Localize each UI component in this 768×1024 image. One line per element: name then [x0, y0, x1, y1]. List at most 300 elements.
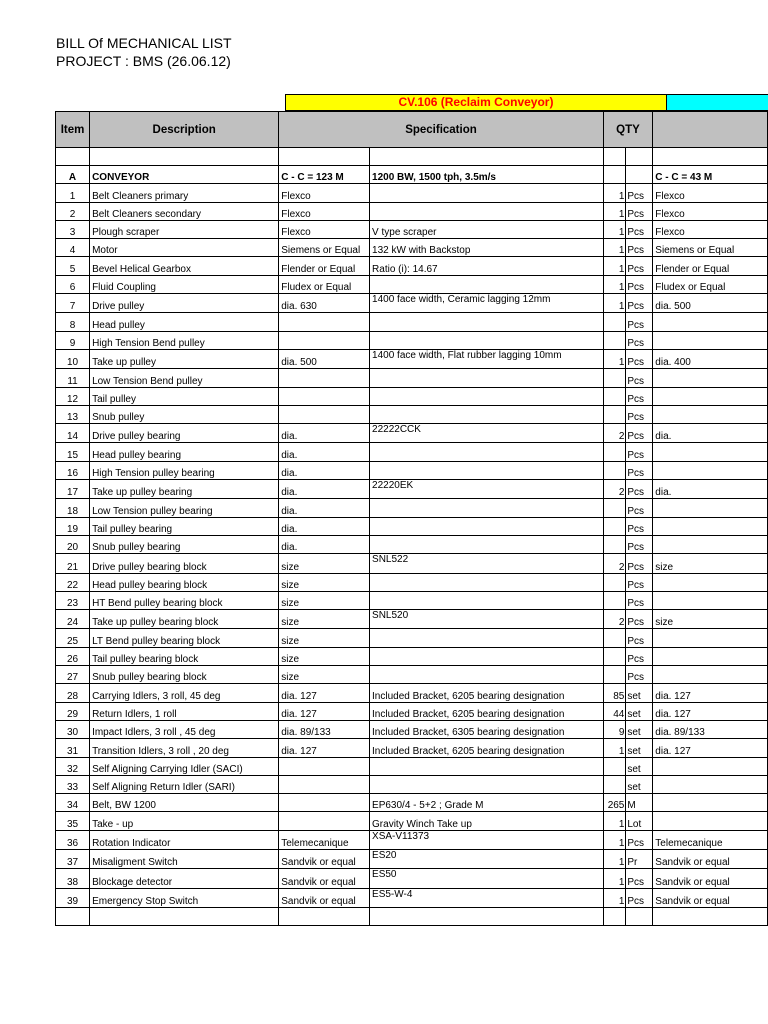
item-spec-detail: 22220EK [370, 480, 604, 499]
item-number: 22 [56, 573, 90, 591]
item-qty [603, 535, 626, 553]
table-row [56, 294, 768, 313]
item-unit: Pcs [626, 424, 653, 443]
item-description: Belt Cleaners secondary [90, 202, 279, 220]
item-number: 12 [56, 387, 90, 405]
item-spec-detail [370, 331, 604, 349]
item-qty [603, 443, 626, 461]
table-row [56, 387, 768, 405]
table-row [56, 184, 768, 202]
table-row [56, 775, 768, 793]
table-row [56, 349, 768, 368]
item-qty: 1 [603, 739, 626, 757]
item-qty: 1 [603, 812, 626, 830]
item-spec-detail: Included Bracket, 6305 bearing designation [370, 720, 604, 738]
item-spec-detail: Included Bracket, 6205 bearing designation [370, 702, 604, 720]
item-number: 23 [56, 591, 90, 609]
item-unit: Pcs [626, 443, 653, 461]
section-description: CONVEYOR [90, 166, 279, 184]
item-description: Head pulley [90, 313, 279, 331]
item-unit: set [626, 757, 653, 775]
item-spec-primary: size [279, 573, 370, 591]
item-description: Belt, BW 1200 [90, 794, 279, 812]
table-row [56, 461, 768, 479]
item-unit: Pcs [626, 869, 653, 888]
item-number: 35 [56, 812, 90, 830]
table-row [56, 405, 768, 423]
item-spec-detail: EP630/4 - 5+2 ; Grade M [370, 794, 604, 812]
table-row [56, 812, 768, 830]
item-description: Plough scraper [90, 220, 279, 238]
item-unit: Pcs [626, 666, 653, 684]
table-row [56, 239, 768, 257]
item-spec-detail: Included Bracket, 6205 bearing designation [370, 739, 604, 757]
item-spec-detail: V type scraper [370, 220, 604, 238]
spacer-row [56, 907, 768, 925]
table-header-row [56, 112, 768, 148]
item-qty: 85 [603, 684, 626, 702]
item-extra-spec: Fludex or Equal [653, 275, 768, 293]
item-unit: Pcs [626, 294, 653, 313]
item-extra-spec: Flender or Equal [653, 257, 768, 275]
item-qty [603, 517, 626, 535]
item-description: Take - up [90, 812, 279, 830]
item-qty: 1 [603, 888, 626, 907]
item-number: 6 [56, 275, 90, 293]
table-row [56, 869, 768, 888]
item-spec-primary: dia. [279, 480, 370, 499]
item-number: 13 [56, 405, 90, 423]
table-row [56, 331, 768, 349]
item-extra-spec: size [653, 610, 768, 629]
item-description: Misaligment Switch [90, 849, 279, 868]
item-extra-spec: Siemens or Equal [653, 239, 768, 257]
section-extra-cc: C - C = 43 M [653, 166, 768, 184]
section-row [56, 166, 768, 184]
item-description: High Tension pulley bearing [90, 461, 279, 479]
item-spec-detail [370, 535, 604, 553]
item-unit: Pcs [626, 610, 653, 629]
item-description: Take up pulley bearing block [90, 610, 279, 629]
item-unit: Pcs [626, 275, 653, 293]
item-qty: 1 [603, 202, 626, 220]
item-spec-primary [279, 387, 370, 405]
item-description: Drive pulley bearing block [90, 554, 279, 573]
item-unit: Pcs [626, 387, 653, 405]
item-description: Tail pulley bearing block [90, 647, 279, 665]
column-header-description: Description [90, 112, 279, 148]
item-unit: Pcs [626, 369, 653, 387]
item-number: 31 [56, 739, 90, 757]
item-description: Bevel Helical Gearbox [90, 257, 279, 275]
item-description: HT Bend pulley bearing block [90, 591, 279, 609]
item-spec-detail: ES5-W-4 [370, 888, 604, 907]
item-number: 17 [56, 480, 90, 499]
item-spec-primary [279, 757, 370, 775]
item-description: Head pulley bearing [90, 443, 279, 461]
item-unit: Pcs [626, 554, 653, 573]
item-description: Low Tension pulley bearing [90, 499, 279, 517]
item-extra-spec: Flexco [653, 202, 768, 220]
item-spec-detail [370, 517, 604, 535]
item-spec-primary: Sandvik or equal [279, 888, 370, 907]
table-row [56, 702, 768, 720]
table-row [56, 257, 768, 275]
item-unit: Pcs [626, 257, 653, 275]
item-spec-primary: dia. [279, 461, 370, 479]
item-qty [603, 647, 626, 665]
item-unit: set [626, 775, 653, 793]
item-spec-detail: ES50 [370, 869, 604, 888]
table-row [56, 666, 768, 684]
item-unit: Pcs [626, 184, 653, 202]
item-qty: 1 [603, 239, 626, 257]
project-title: PROJECT : BMS (26.06.12) [56, 53, 231, 69]
item-number: 24 [56, 610, 90, 629]
table-row [56, 443, 768, 461]
item-extra-spec: Sandvik or equal [653, 849, 768, 868]
item-spec-detail [370, 369, 604, 387]
item-spec-primary: dia. 127 [279, 739, 370, 757]
item-description: Rotation Indicator [90, 830, 279, 849]
item-extra-spec: Flexco [653, 184, 768, 202]
item-spec-primary [279, 812, 370, 830]
column-header-extra [653, 112, 768, 148]
item-qty [603, 629, 626, 647]
item-spec-detail [370, 591, 604, 609]
item-unit: Pcs [626, 647, 653, 665]
item-description: LT Bend pulley bearing block [90, 629, 279, 647]
item-description: High Tension Bend pulley [90, 331, 279, 349]
item-extra-spec [653, 387, 768, 405]
table-row [56, 610, 768, 629]
table-row [56, 647, 768, 665]
item-spec-primary: Fludex or Equal [279, 275, 370, 293]
item-number: 30 [56, 720, 90, 738]
item-qty: 9 [603, 720, 626, 738]
item-unit: Pr [626, 849, 653, 868]
item-number: 29 [56, 702, 90, 720]
item-qty: 1 [603, 830, 626, 849]
item-extra-spec [653, 331, 768, 349]
item-qty: 2 [603, 554, 626, 573]
item-extra-spec [653, 591, 768, 609]
item-number: 33 [56, 775, 90, 793]
item-unit: Pcs [626, 239, 653, 257]
item-qty [603, 757, 626, 775]
item-number: 15 [56, 443, 90, 461]
item-number: 39 [56, 888, 90, 907]
item-extra-spec [653, 405, 768, 423]
item-extra-spec: dia. 127 [653, 684, 768, 702]
item-extra-spec: dia. 127 [653, 702, 768, 720]
table-row [56, 517, 768, 535]
item-number: 8 [56, 313, 90, 331]
item-spec-detail [370, 313, 604, 331]
item-number: 7 [56, 294, 90, 313]
item-qty: 2 [603, 480, 626, 499]
item-number: 4 [56, 239, 90, 257]
item-description: Fluid Coupling [90, 275, 279, 293]
item-extra-spec [653, 369, 768, 387]
item-number: 11 [56, 369, 90, 387]
table-row [56, 220, 768, 238]
item-description: Low Tension Bend pulley [90, 369, 279, 387]
item-spec-primary: size [279, 591, 370, 609]
item-unit: set [626, 739, 653, 757]
item-spec-detail [370, 629, 604, 647]
table-row [56, 849, 768, 868]
item-qty [603, 666, 626, 684]
item-extra-spec [653, 443, 768, 461]
item-description: Snub pulley bearing [90, 535, 279, 553]
item-qty [603, 387, 626, 405]
item-qty [603, 369, 626, 387]
item-spec-primary: Flender or Equal [279, 257, 370, 275]
item-unit: Pcs [626, 461, 653, 479]
section-item: A [56, 166, 90, 184]
item-spec-primary: Sandvik or equal [279, 849, 370, 868]
item-unit: Pcs [626, 405, 653, 423]
section-spec-belt: 1200 BW, 1500 tph, 3.5m/s [370, 166, 604, 184]
item-spec-detail [370, 275, 604, 293]
item-qty: 2 [603, 424, 626, 443]
item-description: Blockage detector [90, 869, 279, 888]
item-extra-spec [653, 666, 768, 684]
item-extra-spec: Telemecanique [653, 830, 768, 849]
item-description: Snub pulley bearing block [90, 666, 279, 684]
item-qty [603, 775, 626, 793]
item-unit: Pcs [626, 331, 653, 349]
item-extra-spec [653, 313, 768, 331]
table-row [56, 684, 768, 702]
item-spec-primary: dia. [279, 499, 370, 517]
item-description: Motor [90, 239, 279, 257]
item-spec-primary: Flexco [279, 220, 370, 238]
item-spec-detail [370, 757, 604, 775]
item-description: Emergency Stop Switch [90, 888, 279, 907]
item-spec-primary [279, 775, 370, 793]
item-spec-primary [279, 331, 370, 349]
item-qty [603, 591, 626, 609]
table-row [56, 480, 768, 499]
cyan-header-cell [667, 94, 768, 111]
item-unit: Pcs [626, 480, 653, 499]
spacer-row [56, 148, 768, 166]
item-extra-spec [653, 794, 768, 812]
item-extra-spec: dia. [653, 480, 768, 499]
table-row [56, 591, 768, 609]
item-spec-detail [370, 405, 604, 423]
item-description: Self Aligning Carrying Idler (SACI) [90, 757, 279, 775]
item-spec-detail [370, 647, 604, 665]
item-number: 18 [56, 499, 90, 517]
item-qty [603, 461, 626, 479]
item-extra-spec [653, 647, 768, 665]
item-extra-spec [653, 812, 768, 830]
item-spec-primary: Flexco [279, 184, 370, 202]
item-spec-detail: 1400 face width, Ceramic lagging 12mm [370, 294, 604, 313]
item-spec-detail [370, 387, 604, 405]
item-qty [603, 405, 626, 423]
item-spec-primary [279, 369, 370, 387]
item-qty [603, 313, 626, 331]
item-spec-primary: dia. 127 [279, 702, 370, 720]
item-extra-spec: dia. 127 [653, 739, 768, 757]
item-description: Snub pulley [90, 405, 279, 423]
item-number: 28 [56, 684, 90, 702]
item-spec-detail [370, 573, 604, 591]
table-row [56, 720, 768, 738]
item-spec-detail [370, 499, 604, 517]
item-spec-primary [279, 405, 370, 423]
item-description: Impact Idlers, 3 roll , 45 deg [90, 720, 279, 738]
item-extra-spec: Sandvik or equal [653, 869, 768, 888]
item-unit: Pcs [626, 535, 653, 553]
item-qty [603, 499, 626, 517]
item-unit: Pcs [626, 591, 653, 609]
item-spec-primary: size [279, 629, 370, 647]
item-unit: Pcs [626, 888, 653, 907]
item-description: Return Idlers, 1 roll [90, 702, 279, 720]
column-header-specification: Specification [279, 112, 603, 148]
item-qty: 1 [603, 349, 626, 368]
item-number: 9 [56, 331, 90, 349]
item-qty: 1 [603, 257, 626, 275]
item-number: 5 [56, 257, 90, 275]
item-number: 3 [56, 220, 90, 238]
item-spec-primary: dia. [279, 443, 370, 461]
item-spec-detail [370, 461, 604, 479]
item-description: Tail pulley bearing [90, 517, 279, 535]
item-description: Self Aligning Return Idler (SARI) [90, 775, 279, 793]
item-spec-primary: dia. 127 [279, 684, 370, 702]
item-spec-primary: dia. [279, 424, 370, 443]
item-unit: Pcs [626, 202, 653, 220]
item-spec-detail [370, 443, 604, 461]
item-number: 14 [56, 424, 90, 443]
table-row [56, 739, 768, 757]
bill-of-materials-table [55, 111, 768, 926]
item-number: 16 [56, 461, 90, 479]
document-title: BILL Of MECHANICAL LIST [56, 35, 232, 51]
item-extra-spec: size [653, 554, 768, 573]
item-description: Transition Idlers, 3 roll , 20 deg [90, 739, 279, 757]
item-qty [603, 573, 626, 591]
item-spec-primary: Siemens or Equal [279, 239, 370, 257]
item-unit: Pcs [626, 499, 653, 517]
item-qty: 1 [603, 294, 626, 313]
item-spec-detail [370, 666, 604, 684]
table-row [56, 554, 768, 573]
table-row [56, 830, 768, 849]
table-row [56, 202, 768, 220]
item-number: 27 [56, 666, 90, 684]
item-unit: Lot [626, 812, 653, 830]
item-description: Head pulley bearing block [90, 573, 279, 591]
item-qty: 1 [603, 184, 626, 202]
item-extra-spec [653, 573, 768, 591]
item-qty [603, 331, 626, 349]
item-spec-primary: dia. 630 [279, 294, 370, 313]
item-description: Drive pulley [90, 294, 279, 313]
item-description: Drive pulley bearing [90, 424, 279, 443]
item-unit: Pcs [626, 349, 653, 368]
item-extra-spec [653, 499, 768, 517]
item-unit: set [626, 720, 653, 738]
item-number: 26 [56, 647, 90, 665]
item-qty: 1 [603, 869, 626, 888]
item-qty: 1 [603, 275, 626, 293]
item-number: 2 [56, 202, 90, 220]
table-row [56, 369, 768, 387]
table-row [56, 629, 768, 647]
item-number: 1 [56, 184, 90, 202]
item-unit: set [626, 702, 653, 720]
item-number: 10 [56, 349, 90, 368]
item-number: 38 [56, 869, 90, 888]
item-spec-primary: dia. [279, 535, 370, 553]
item-extra-spec: dia. 500 [653, 294, 768, 313]
item-spec-primary: size [279, 610, 370, 629]
table-row [56, 424, 768, 443]
item-unit: Pcs [626, 629, 653, 647]
item-extra-spec [653, 757, 768, 775]
item-spec-primary [279, 794, 370, 812]
item-spec-detail [370, 202, 604, 220]
item-spec-detail: SNL520 [370, 610, 604, 629]
item-extra-spec [653, 517, 768, 535]
item-description: Carrying Idlers, 3 roll, 45 deg [90, 684, 279, 702]
item-spec-detail: ES20 [370, 849, 604, 868]
item-description: Belt Cleaners primary [90, 184, 279, 202]
section-spec-cc: C - C = 123 M [279, 166, 370, 184]
item-number: 21 [56, 554, 90, 573]
item-description: Take up pulley bearing [90, 480, 279, 499]
item-unit: Pcs [626, 220, 653, 238]
item-spec-primary: size [279, 554, 370, 573]
table-row [56, 499, 768, 517]
item-spec-detail: XSA-V11373 [370, 830, 604, 849]
item-number: 32 [56, 757, 90, 775]
item-qty: 265 [603, 794, 626, 812]
item-qty: 1 [603, 849, 626, 868]
item-unit: Pcs [626, 313, 653, 331]
table-row [56, 535, 768, 553]
item-spec-detail: Included Bracket, 6205 bearing designation [370, 684, 604, 702]
item-number: 36 [56, 830, 90, 849]
item-spec-primary: Telemecanique [279, 830, 370, 849]
table-row [56, 888, 768, 907]
item-spec-detail: SNL522 [370, 554, 604, 573]
item-extra-spec: dia. 89/133 [653, 720, 768, 738]
table-row [56, 313, 768, 331]
item-spec-detail: 1400 face width, Flat rubber lagging 10mm [370, 349, 604, 368]
item-description: Take up pulley [90, 349, 279, 368]
item-extra-spec: Flexco [653, 220, 768, 238]
item-extra-spec: dia. 400 [653, 349, 768, 368]
item-unit: M [626, 794, 653, 812]
item-description: Tail pulley [90, 387, 279, 405]
item-spec-detail: 22222CCK [370, 424, 604, 443]
item-unit: Pcs [626, 573, 653, 591]
item-unit: Pcs [626, 517, 653, 535]
item-spec-primary: dia. 89/133 [279, 720, 370, 738]
item-qty: 2 [603, 610, 626, 629]
item-extra-spec [653, 461, 768, 479]
item-qty: 1 [603, 220, 626, 238]
item-spec-detail [370, 184, 604, 202]
